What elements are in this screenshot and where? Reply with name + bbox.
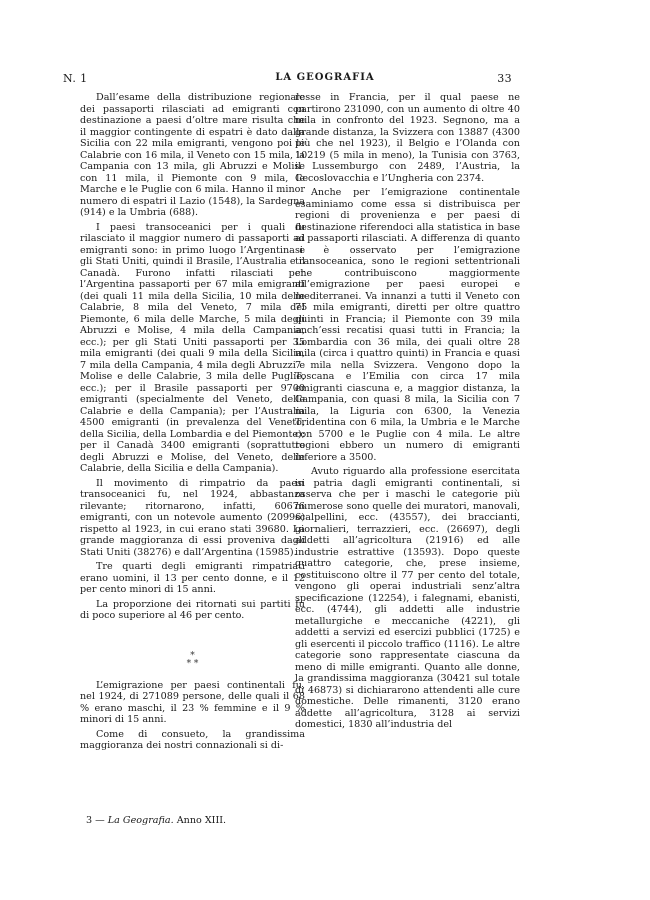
- paragraph: L’emigrazione per paesi continentali fu, nel 1924, di 271089 persone, delle quali il 68 % erano maschi, il 23 % femmine e il 9 % minori di 15 anni.: [80, 679, 305, 725]
- running-title: LA GEOGRAFIA: [275, 72, 375, 83]
- page-footer: [86, 815, 226, 826]
- paragraph: Tre quarti degli emigranti rimpatriati erano uomini, il 13 per cento donne, e il 12 per cento minori di 15 anni.: [80, 561, 305, 595]
- footer-signature: 3 —: [86, 815, 108, 826]
- page-number: 33: [497, 72, 512, 85]
- footer-journal: La Geografia.: [107, 815, 174, 826]
- left-column: [80, 92, 305, 752]
- paragraph: resse in Francia, per il qual paese ne partirono 231090, con un aumento di oltre 40 mila in confronto del 1923. Segnono, ma a grande distanza, la Svizzera con 13887 (4300 più che nel 1923), il Belgio e l’Olanda con 10219 (5 mila in meno), la Tunisia con 3763, il Lussemburgo con 2489, l’Austria, la Cecoslovacchia e l’Ungheria con 2374.: [295, 92, 520, 184]
- paragraph: I paesi transoceanici per i quali fu rilasciato il maggior numero di passaporti ad emigranti sono: in primo luogo l’Argentina e gli Stati Uniti, quindi il Brasile, l’Australia e il Canadà. Furono infatti rilasciati per l’Argentina passaporti per 67 mila emigranti (dei quali 11 mila della Sicilia, 10 mila delle Calabrie, 8 mila del Veneto, 7 mila del Piemonte, 6 mila delle Marche, 5 mila degli Abruzzi e Molise, 4 mila della Campania, ecc.); per gli Stati Uniti passaporti per 35 mila emigranti (dei quali 9 mila della Sicilia, 7 mila della Campania, 4 mila degli Abruzzi e Molise e delle Calabrie, 3 mila delle Puglie, ecc.); per il Brasile passaporti per 9700 emigranti (specialmente del Veneto, delle Calabrie e della Campania); per l’Australia 4500 emigranti (in prevalenza del Veneto, della Sicilia, della Lombardia e del Piemonte); per il Canadà 3400 emigranti (soprattutto degli Abruzzi e Molise, del Veneto, delle Calabrie, della Sicilia e della Campania).: [80, 221, 305, 474]
- paragraph: Dall’esame della distribuzione regionale dei passaporti rilasciati ad emigranti con destinazione a paesi d’oltre mare risulta che il maggior contingente di espatri è dato dalla Sicilia con 22 mila emigranti, vengono poi le Calabrie con 16 mila, il Veneto con 15 mila, la Campania con 13 mila, gli Abruzzi e Molise con 11 mila, il Piemonte con 9 mila, le Marche e le Puglie con 6 mila. Hanno il minor numero di espatri il Lazio (1548), la Sardegna (914) e la Umbria (688).: [80, 92, 305, 218]
- section-separator: * * *: [186, 650, 199, 669]
- right-column: [295, 92, 520, 731]
- paragraph: Avuto riguardo alla professione esercitata in patria dagli emigranti continentali, si osserva che per i maschi le categorie più numerose sono quelle dei muratori, manovali, scalpellini, ecc. (43557), dei braccianti, giornalieri, terrazzieri, ecc. (26697), degli addetti all’agricoltura (21916) ed alle industrie estrattive (13593). Dopo queste quattro categorie, che, prese insieme, costituiscono oltre il 77 per cento del totale, vengono gli operai industriali senz’altra specificazione (12254), i falegnami, ebanisti, ecc. (4744), gli addetti alle industrie metallurgiche e meccaniche (4221), gli addetti a servizi ed esercizi pubblici (1725) e gli esercenti il piccolo traffico (1116). Le altre categorie sono rappresentate ciascuna da meno di mille emigranti. Quanto alle donne, la grandissima maggioranza (30421 sul totale di 46873) si dichiararono attendenti alle cure domestiche. Delle rimanenti, 3120 erano addette all’agricoltura, 3128 ai servizi domestici, 1830 all’industria del: [295, 466, 520, 730]
- paragraph: La proporzione dei ritornati sui partiti fu di poco superiore al 46 per cento.: [80, 598, 305, 621]
- paragraph: Come di consueto, la grandissima maggioranza dei nostri connazionali si di-: [80, 728, 305, 751]
- issue-number: N. 1: [63, 72, 88, 85]
- footer-volume: Anno XIII.: [176, 815, 227, 826]
- paragraph: Il movimento di rimpatrio da paesi transoceanici fu, nel 1924, abbastanza rilevante; ritornarono, infatti, 60676 emigranti, con un notevole aumento (20996) rispetto al 1923, in cui erano stati 39680. La grande maggioranza di essi proveniva dagli Stati Uniti (38276) e dall’Argentina (15985).: [80, 477, 305, 558]
- paragraph: Anche per l’emigrazione continentale esaminiamo come essa si distribuisca per regioni di provenienza e per paesi di destinazione riferendoci alla statistica in base ai passaporti rilasciati. A differenza di quanto si è osservato per l’emigrazione transoceanica, sono le regioni settentrionali che contribuiscono maggiormente all’emigrazione per paesi europei e mediterranei. Va innanzi a tutti il Veneto con 75 mila emigranti, diretti per oltre quattro quinti in Francia; il Piemonte con 39 mila anch’essi recatisi quasi tutti in Francia; la Lombardia con 36 mila, dei quali oltre 28 mila (circa i quattro quinti) in Francia e quasi 7 mila nella Svizzera. Vengono dopo la Toscana e l’Emilia con circa 17 mila emigranti ciascuna e, a maggior distanza, la Campania, con quasi 8 mila, la Sicilia con 7 mila, la Liguria con 6300, la Venezia Tridentina con 6 mila, la Umbria e le Marche con 5700 e le Puglie con 4 mila. Le altre regioni ebbero un numero di emigranti inferiore a 3500.: [295, 187, 520, 463]
